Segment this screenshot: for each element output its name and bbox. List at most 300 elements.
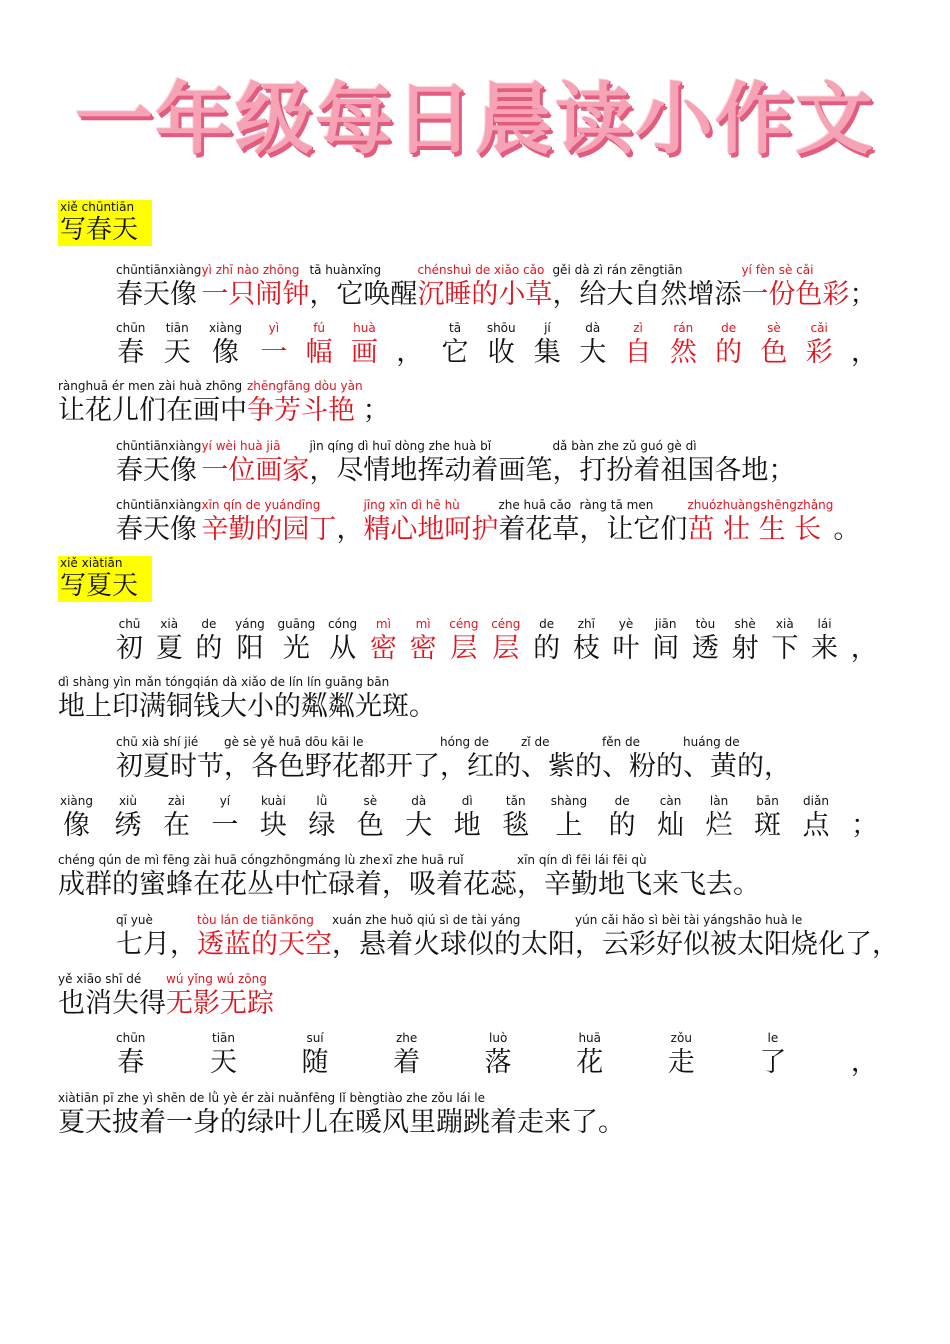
text-segment [851,616,878,666]
hanzi-text: 阳 [236,633,264,664]
text-segment [551,793,587,843]
hanzi-text: 透 [691,633,719,664]
text-segment [502,793,529,843]
pinyin-annotation: jiān [654,617,677,631]
hanzi-text: 的 [608,810,636,841]
pinyin-annotation: xià [775,617,794,631]
text-segment [833,497,860,547]
pinyin-annotation: tiān [211,1031,235,1045]
hanzi-text: 地 [453,810,481,841]
text-segment [552,438,795,488]
highlighted-phrase [306,320,333,370]
text-segment [849,262,876,312]
hanzi-text: 像 [212,337,240,368]
text-segment [552,262,741,312]
text-segment [309,438,552,488]
pinyin-annotation: càn [659,794,682,808]
hanzi-text: ， [336,514,364,545]
hanzi-text: 自 [624,337,652,368]
hanzi-text: 成群的蜜蜂在花丛中忙碌着 [58,869,382,900]
pinyin-annotation: dì shàng yìn mǎn tóngqián dà xiǎo de lín lín guāng bān [58,675,390,689]
text-segment [116,734,224,784]
pinyin-annotation: huà [353,321,376,335]
hanzi-text: 初 [116,633,143,664]
pinyin-annotation: zhēngfāng dòu yàn [247,379,363,393]
hanzi-text: 一 [260,337,288,368]
text-segment [114,793,141,843]
hanzi-text: 像 [63,810,90,841]
text-segment [116,616,143,666]
text-segment [224,734,440,784]
text-segment [521,734,602,784]
text-segment [363,378,390,428]
text-segment [278,616,316,666]
pinyin-annotation: rán [673,321,694,335]
pinyin-annotation: yí fèn sè cǎi [741,263,814,277]
highlighted-phrase [806,320,833,370]
hanzi-text: 也消失得 [58,988,166,1019]
hanzi-text: ，给大自然增添 [552,279,742,310]
hanzi-text: 密 [369,633,397,664]
text-segment [357,793,384,843]
hanzi-text: 绣 [114,810,142,841]
text-segment [668,1030,695,1080]
highlighted-phrase [351,320,378,370]
pinyin-annotation: tòu [695,617,716,631]
highlighted-phrase [197,912,332,962]
hanzi-text: 春天像 [116,455,197,486]
pinyin-annotation: shàng [550,794,588,808]
text-line [116,616,878,666]
pinyin-annotation: xiàtiān pī zhe yì shēn de lǜ yè ér zài nuǎnfēng lǐ bèngtiào zhe zǒu lái le [58,1091,485,1105]
text-line [58,971,274,1021]
pinyin-annotation: xiù [118,794,137,808]
highlighted-phrase [491,616,520,666]
hanzi-text: 点 [802,810,830,841]
page-title: 一年级每日晨读小作文 [74,75,875,165]
pinyin-annotation: tiān [165,321,189,335]
section-heading-summer [58,556,152,602]
hanzi-text: 的 [533,633,561,664]
pinyin-annotation: mì [415,617,431,631]
hanzi-text: 透蓝的天空 [197,929,332,960]
pinyin-annotation: kuài [260,794,286,808]
highlighted-phrase [201,497,336,547]
pinyin-annotation: chūntiānxiàng [116,498,202,512]
pinyin-annotation: chūn [116,1031,146,1045]
hanzi-text: 争芳斗艳 [247,395,355,426]
text-segment [116,320,145,370]
pinyin-annotation: chū [118,617,141,631]
highlighted-phrase [166,971,274,1021]
hanzi-text: 枝 [572,633,600,664]
text-segment [308,793,335,843]
pinyin-annotation: dì [461,794,473,808]
pinyin-annotation: tā [448,321,462,335]
pinyin-annotation: làn [709,794,729,808]
pinyin-annotation: céng [491,617,521,631]
hanzi-text: 色 [356,810,384,841]
pinyin-annotation: mì [375,617,391,631]
pinyin-annotation: sè [767,321,781,335]
text-segment [802,793,829,843]
highlighted-phrase [760,320,787,370]
hanzi-text: 色 [760,337,788,368]
pinyin-annotation: shōu [486,321,516,335]
pinyin-annotation: zhe [395,1031,418,1045]
hanzi-text: 。 [833,514,861,545]
pinyin-annotation: guāng [277,617,316,631]
hanzi-text: 精心地呵护 [363,514,499,545]
hanzi-text: 春天像 [116,279,197,310]
pinyin-annotation: qī yuè [116,913,153,927]
hanzi-text: 毯 [502,810,530,841]
hanzi-text: ， [850,633,878,664]
highlighted-phrase [449,616,478,666]
text-segment [487,320,516,370]
pinyin-annotation: fú [313,321,326,335]
hanzi-text: 一位画家 [201,455,310,486]
text-segment [575,912,899,962]
pinyin-annotation: xiàng [60,794,94,808]
pinyin-annotation: cǎi [810,321,828,335]
pinyin-annotation: xīn qín de yuándīng [201,498,321,512]
text-segment [58,1090,625,1140]
text-segment [652,616,679,666]
text-segment [116,497,201,547]
text-line [116,912,899,962]
pinyin-annotation: yí wèi huà jiā [201,439,281,453]
highlighted-phrase [201,438,309,488]
text-segment [454,793,481,843]
hanzi-text: ； [850,810,878,841]
hanzi-text: 辛勤的园丁 [201,514,337,545]
pinyin-annotation: xuán zhe huǒ qiú sì de tài yáng [332,913,521,927]
text-segment [211,793,238,843]
text-segment [210,1030,237,1080]
pinyin-annotation: tòu lán de tiānkōng [197,913,314,927]
text-segment [328,616,357,666]
hanzi-text: 、粉的 [602,751,683,782]
hanzi-text: 在 [162,810,190,841]
text-line [116,320,878,370]
text-segment [164,320,191,370]
hanzi-text: 来 [811,633,839,664]
text-segment [851,320,878,370]
hanzi-text: 块 [259,810,287,841]
hanzi-text: 然 [669,337,697,368]
text-segment [683,734,791,784]
text-segment [579,320,606,370]
text-segment [393,1030,420,1080]
hanzi-text: ，云彩好似被太阳烧化了， [575,929,899,960]
pinyin-annotation: yún cǎi hǎo sì bèi tài yángshāo huà le [575,913,803,927]
text-segment [759,1030,786,1080]
hanzi-text: 绿 [308,810,336,841]
text-segment [442,320,469,370]
text-segment [534,320,561,370]
pinyin-annotation: rànghuā ér men zài huà zhōng [58,379,243,393]
pinyin-annotation: jí [544,321,551,335]
hanzi-text: 茁 壮 生 长 [687,514,822,545]
hanzi-text: 烂 [705,810,733,841]
text-segment [116,438,201,488]
hanzi-text: ； [362,395,390,426]
text-segment [405,793,432,843]
text-segment [163,793,190,843]
pinyin-annotation: diǎn [803,794,829,808]
text-line [58,378,390,428]
text-segment [60,793,93,843]
text-line [58,1090,625,1140]
hanzi-text: 大 [579,337,607,368]
highlighted-phrase [670,320,697,370]
text-segment [58,674,436,724]
pinyin-annotation: dà [585,321,601,335]
pinyin-annotation: zhe huā cǎo [498,498,572,512]
hanzi-text: 射 [731,633,759,664]
pinyin-annotation: ràng tā men [579,498,654,512]
hanzi-text: 着 [393,1047,421,1078]
text-segment [209,320,242,370]
pinyin-annotation: de [201,617,217,631]
hanzi-text: 天 [163,337,191,368]
highlighted-phrase [687,497,833,547]
highlighted-phrase [260,320,287,370]
heading-pinyin: xiě xiàtiān [60,556,123,570]
pinyin-annotation: hóng de [440,735,489,749]
hanzi-text: 春 [117,337,145,368]
text-segment [851,1030,878,1080]
hanzi-text: ，它唤醒 [309,279,418,310]
text-segment [116,262,201,312]
text-segment [58,852,382,902]
pinyin-annotation: yě xiāo shī dé [58,972,142,986]
pinyin-annotation: shè [734,617,756,631]
hanzi-text: ，打扮着祖国各地； [552,455,796,486]
pinyin-annotation: suí [306,1031,324,1045]
hanzi-text: 大 [405,810,433,841]
pinyin-annotation: sè [363,794,378,808]
highlighted-phrase [247,378,363,428]
hanzi-text: 春 [117,1047,145,1078]
pinyin-annotation: de [539,617,555,631]
highlighted-phrase [625,320,652,370]
hanzi-text: 从 [329,633,357,664]
highlighted-phrase [201,262,309,312]
hanzi-text: 着花草 [498,514,580,545]
hanzi-text: 走 [667,1047,695,1078]
hanzi-text: 夏天披着一身的绿叶儿在暖风里蹦跳着走来了。 [58,1107,625,1138]
pinyin-annotation: zǐ de [521,735,550,749]
text-segment [396,320,423,370]
text-line [58,674,436,724]
pinyin-annotation: zǒu [670,1031,692,1045]
hanzi-text: 让花儿们在画中 [58,395,247,426]
hanzi-text: 间 [652,633,680,664]
text-segment [302,1030,329,1080]
pinyin-annotation: gěi dà zì rán zēngtiān [552,263,683,277]
text-line [58,852,760,902]
hanzi-text: 、黄的， [683,751,791,782]
hanzi-text: 花 [576,1047,604,1078]
section-heading-spring [58,200,152,246]
text-segment [754,793,781,843]
hanzi-text: 上 [555,810,583,841]
text-line [116,262,876,312]
hanzi-text: ，各色野花都开了 [224,751,440,782]
text-segment [58,378,247,428]
heading-pinyin: xiě chūntiān [60,200,135,214]
hanzi-text: 地上印满铜钱大小的粼粼光斑。 [58,691,436,722]
text-line [116,497,860,547]
text-segment [576,1030,603,1080]
hanzi-text: 幅 [305,337,333,368]
pinyin-annotation: bān [756,794,779,808]
text-line [116,734,791,784]
pinyin-annotation: lǜ [316,794,328,808]
text-segment [811,616,838,666]
pinyin-annotation: de [614,794,630,808]
pinyin-annotation: zài [167,794,185,808]
text-segment [156,616,183,666]
text-segment [609,793,636,843]
text-segment [602,734,683,784]
hanzi-text: ， [396,337,424,368]
pinyin-annotation: tā huànxǐng [309,263,382,277]
pinyin-annotation: chūntiānxiàng [116,439,202,453]
pinyin-annotation: dà [411,794,427,808]
pinyin-annotation: fěn de [602,735,641,749]
text-segment [332,912,575,962]
hanzi-text: ， [850,1047,878,1078]
text-segment [771,616,798,666]
hanzi-text: 随 [301,1047,329,1078]
pinyin-annotation: de [721,321,737,335]
hanzi-text: 收 [487,337,515,368]
hanzi-text: 的 [195,633,223,664]
pinyin-annotation: chūn [116,321,146,335]
highlighted-phrase [417,262,552,312]
hanzi-text: 灿 [657,810,685,841]
heading-text: 写春天 [60,215,139,245]
highlighted-phrase [410,616,437,666]
hanzi-text: 一份色彩 [741,279,850,310]
text-segment [382,852,517,902]
text-line [116,438,795,488]
pinyin-annotation: céng [449,617,479,631]
pinyin-annotation: tǎn [505,794,526,808]
text-segment [336,497,363,547]
pinyin-annotation: chéng qún de mì fēng zài huā cóngzhōngmáng lù zhe [58,853,381,867]
hanzi-text: 下 [771,633,799,664]
pinyin-annotation: zhuózhuàngshēngzhǎng [687,498,834,512]
pinyin-annotation: xīn qín dì fēi lái fēi qù [517,853,647,867]
hanzi-text: 沉睡的小草 [417,279,553,310]
pinyin-annotation: lái [817,617,832,631]
pinyin-annotation: gè sè yě huā dōu kāi le [224,735,364,749]
text-segment [692,616,719,666]
hanzi-text: 层 [492,633,520,664]
hanzi-text: 它 [441,337,469,368]
hanzi-text: ，吸着花蕊 [382,869,517,900]
hanzi-text: 春天像 [116,514,197,545]
pinyin-annotation: dǎ bàn zhe zǔ guó gè dì [552,439,697,453]
text-segment [260,793,287,843]
text-segment [517,852,760,902]
pinyin-annotation: yáng [235,617,265,631]
hanzi-text: ，辛勤地飞来飞去。 [517,869,760,900]
text-segment [613,616,640,666]
highlighted-phrase [741,262,849,312]
text-segment [706,793,733,843]
text-segment [235,616,265,666]
text-segment [732,616,759,666]
text-segment [579,497,687,547]
hanzi-text: 密 [409,633,437,664]
hanzi-text: 斑 [754,810,782,841]
pinyin-annotation: luò [489,1031,508,1045]
hanzi-text: 彩 [805,337,833,368]
hanzi-text: ，红的 [440,751,521,782]
hanzi-text: 初夏时节 [116,751,224,782]
hanzi-text: 落 [484,1047,512,1078]
pinyin-annotation: yì [268,321,280,335]
pinyin-annotation: yì zhī nào zhōng [201,263,300,277]
pinyin-annotation: chénshuì de xiǎo cǎo [417,263,545,277]
hanzi-text: ，悬着火球似的太阳 [332,929,575,960]
hanzi-text: 天 [209,1047,237,1078]
hanzi-text: 集 [533,337,561,368]
hanzi-text: 夏 [155,633,183,664]
text-segment [573,616,600,666]
text-segment [195,616,222,666]
highlighted-phrase [363,497,498,547]
text-line [60,793,878,843]
pinyin-annotation: xiàng [209,321,243,335]
pinyin-annotation: huáng de [683,735,740,749]
text-segment [58,971,166,1021]
text-segment [498,497,579,547]
pinyin-annotation: zhī [577,617,595,631]
pinyin-annotation: xī zhe huā ruǐ [382,853,464,867]
pinyin-annotation: cóng [328,617,358,631]
pinyin-annotation: huā [578,1031,602,1045]
pinyin-annotation: chūntiānxiàng [116,263,202,277]
hanzi-text: 了 [759,1047,787,1078]
hanzi-text: ， [851,337,878,368]
pinyin-annotation: xià [160,617,179,631]
hanzi-text: 、紫的 [521,751,602,782]
text-segment [851,793,878,843]
hanzi-text: 七月， [116,929,197,960]
hanzi-text: ，让它们 [579,514,688,545]
hanzi-text: 无影无踪 [166,988,274,1019]
hanzi-text: ，尽情地挥动着画笔 [309,455,553,486]
text-segment [533,616,560,666]
pinyin-annotation: jìn qíng dì huī dòng zhe huà bǐ [309,439,492,453]
hanzi-text: 的 [715,337,743,368]
text-segment [116,912,197,962]
pinyin-annotation: jīng xīn dì hē hù [363,498,460,512]
text-segment [116,1030,145,1080]
highlighted-phrase [370,616,397,666]
text-segment [485,1030,512,1080]
hanzi-text: 画 [350,337,378,368]
pinyin-annotation: zì [633,321,643,335]
text-segment [657,793,684,843]
text-segment [309,262,417,312]
